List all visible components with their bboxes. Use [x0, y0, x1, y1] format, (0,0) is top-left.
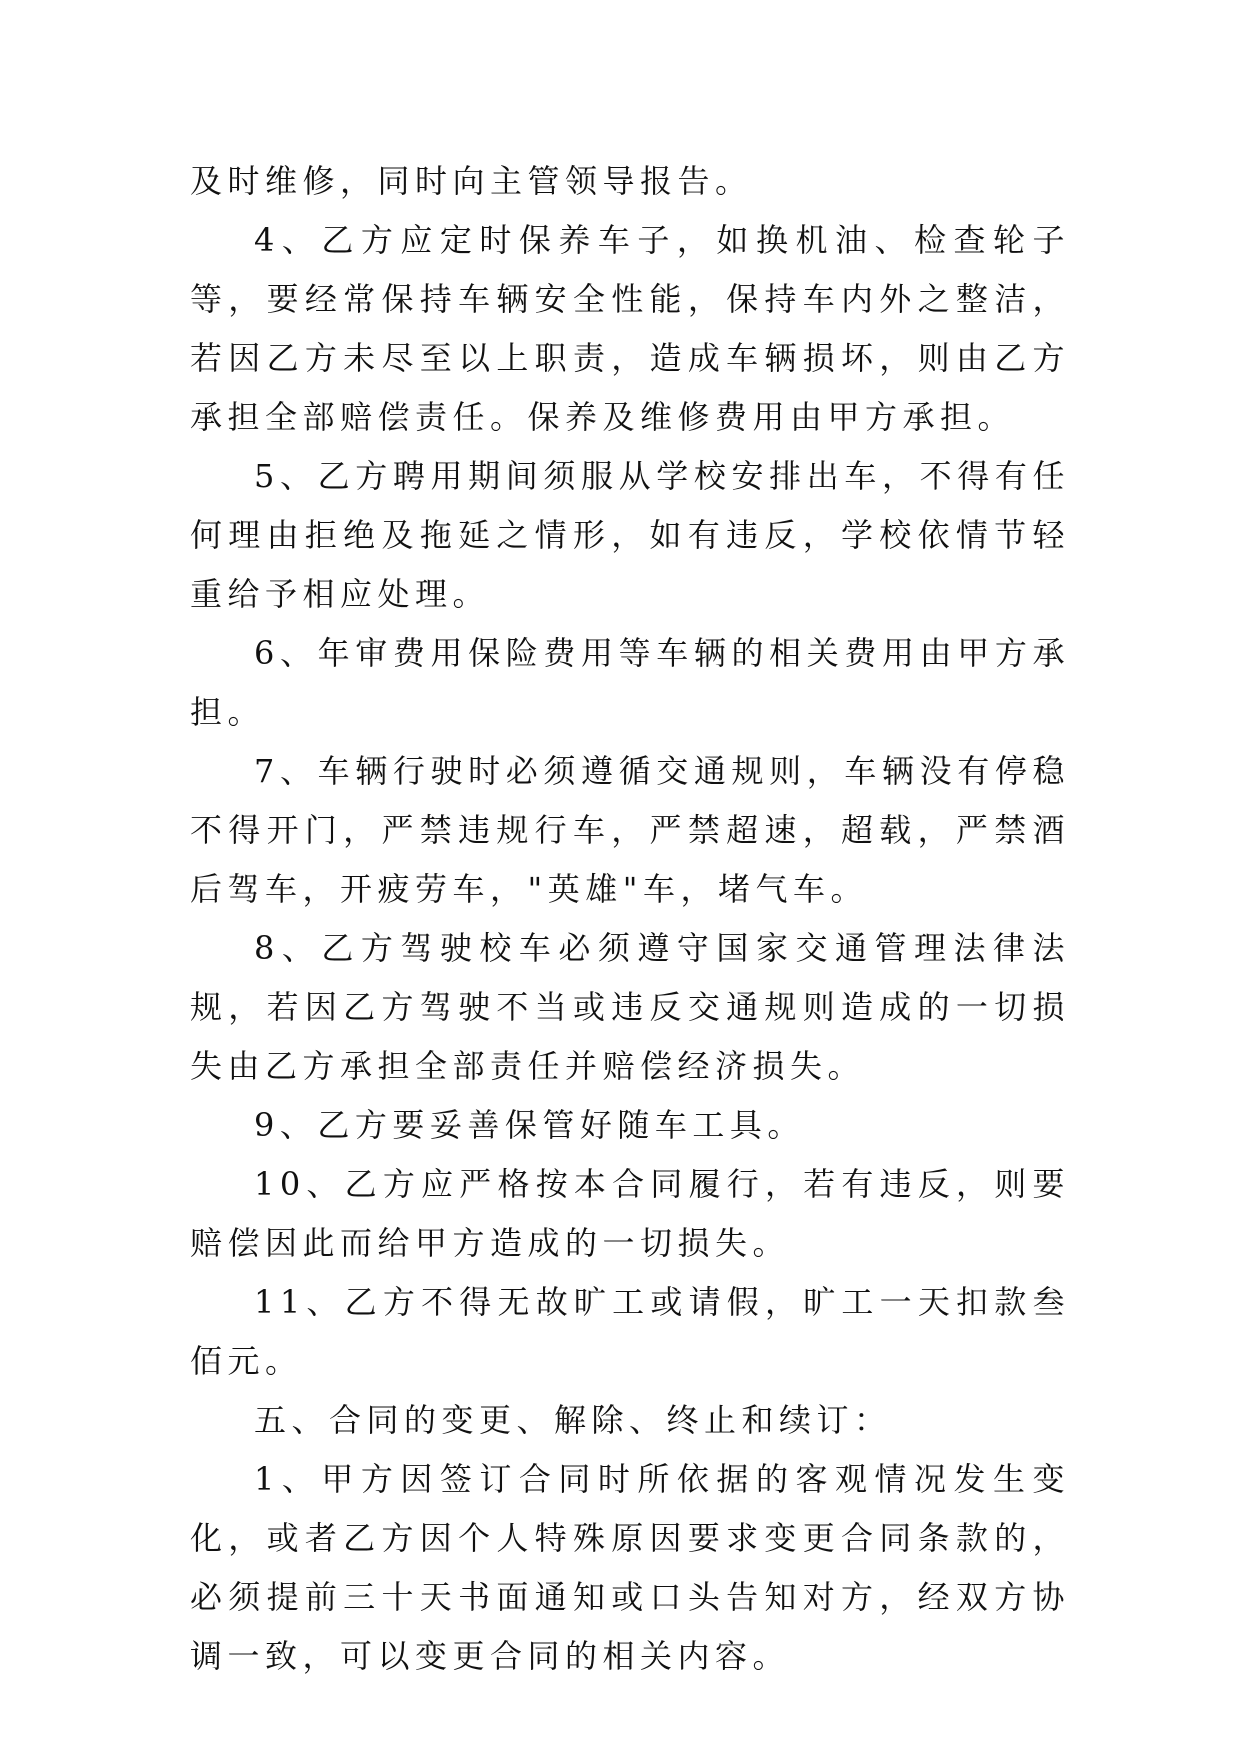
paragraph-8: 10、乙方应严格按本合同履行，若有违反，则要赔偿因此而给甲方造成的一切损失。 [190, 1165, 1070, 1262]
paragraph-6: 8、乙方驾驶校车必须遵守国家交通管理法律法规，若因乙方驾驶不当或违反交通规则造成的一切损失由乙方承担全部责任并赔偿经济损失。 [190, 929, 1070, 1085]
paragraph-1: 及时维修，同时向主管领导报告。 [190, 162, 753, 200]
paragraph-4: 6、年审费用保险费用等车辆的相关费用由甲方承担。 [190, 634, 1070, 731]
paragraph-11: 1、甲方因签订合同时所依据的客观情况发生变化，或者乙方因个人特殊原因要求变更合同条款的，必须提前三十天书面通知或口头告知对方，经双方协调一致，可以变更合同的相关内容。 [190, 1460, 1070, 1675]
paragraph-5: 7、车辆行驶时必须遵循交通规则，车辆没有停稳不得开门，严禁违规行车，严禁超速，超载，严禁酒后驾车，开疲劳车，"英雄"车，堵气车。 [190, 752, 1070, 908]
paragraph-3: 5、乙方聘用期间须服从学校安排出车，不得有任何理由拒绝及拖延之情形，如有违反，学校依情节轻重给予相应处理。 [190, 457, 1070, 613]
document-body [190, 152, 1070, 1686]
section-heading-five: 五、合同的变更、解除、终止和续订： [254, 1401, 892, 1439]
paragraph-9: 11、乙方不得无故旷工或请假，旷工一天扣款叁佰元。 [190, 1283, 1070, 1380]
paragraph-2: 4、乙方应定时保养车子，如换机油、检查轮子等，要经常保持车辆安全性能，保持车内外之整洁，若因乙方未尽至以上职责，造成车辆损坏，则由乙方承担全部赔偿责任。保养及维修费用由甲方承担。 [190, 221, 1070, 436]
paragraph-7: 9、乙方要妥善保管好随车工具。 [254, 1106, 805, 1144]
